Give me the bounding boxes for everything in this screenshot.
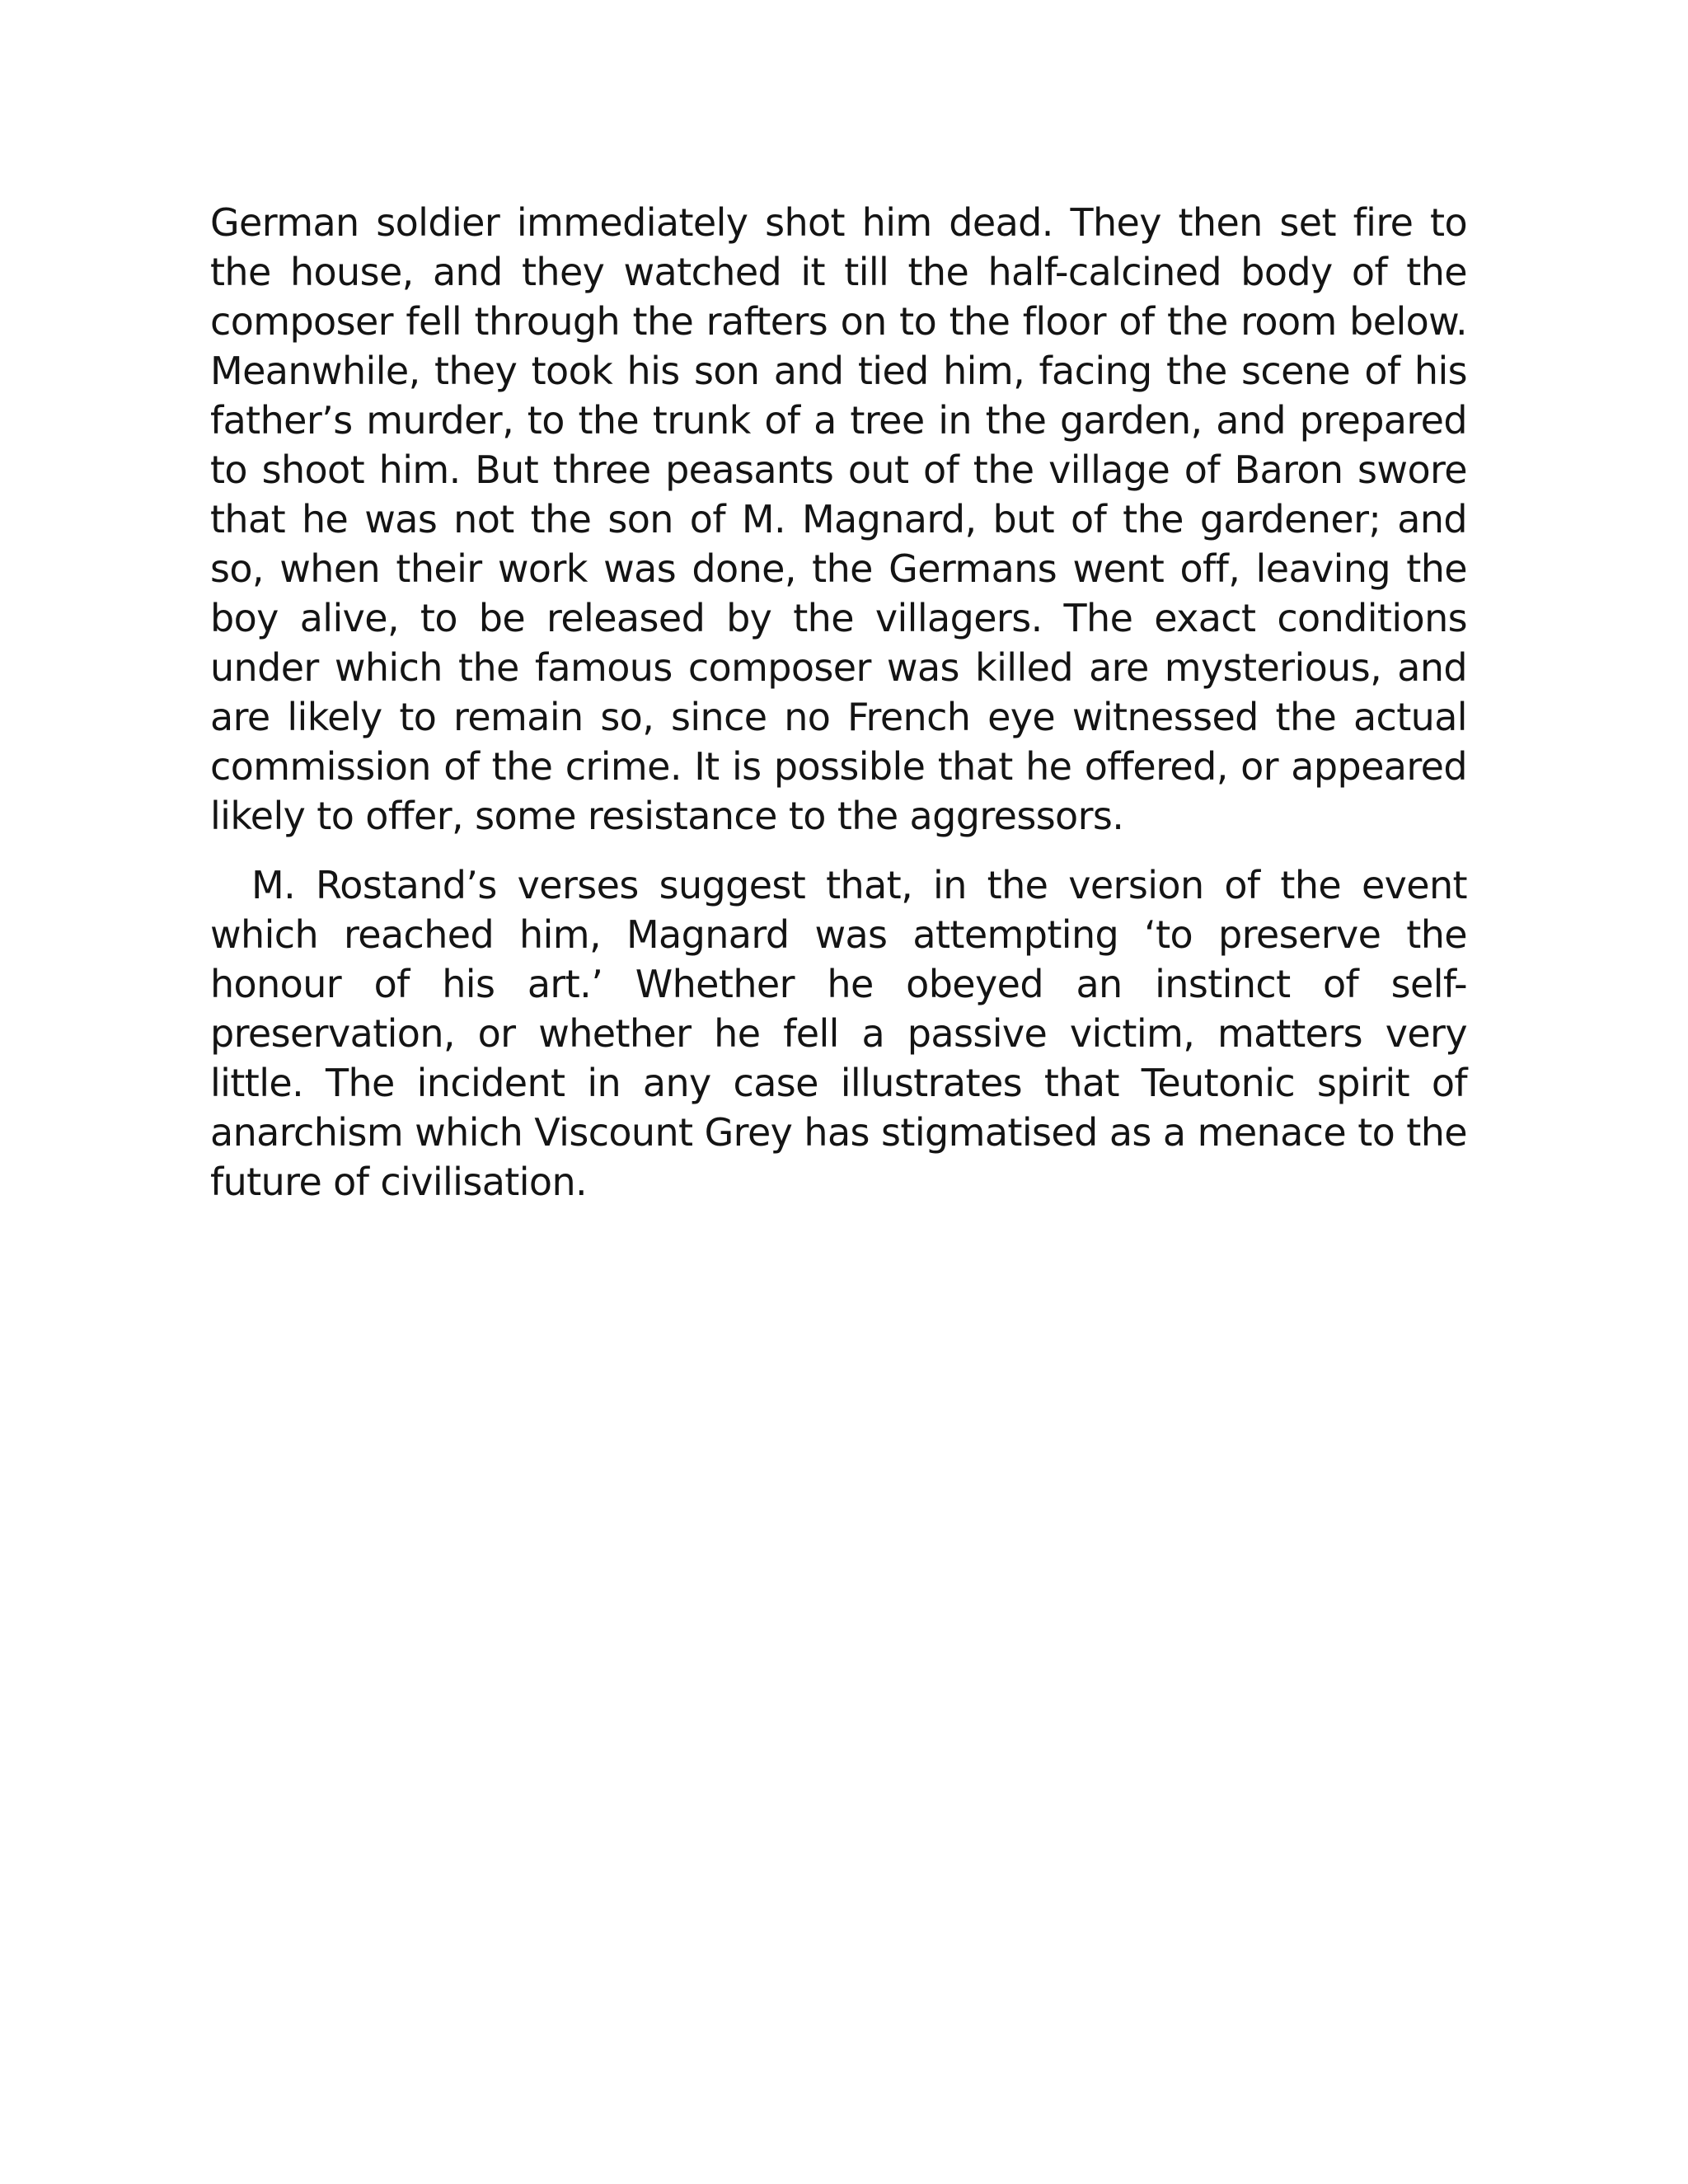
body-text — [210, 198, 1467, 1207]
paragraph-1: German soldier immediately shot him dead. They then set fire to the house, and they watched it till the half-calcined body of the composer fell through the rafters on to the floor of the room below. Meanwhile, they took his son and tied him, facing the scene of his father’s murder, to the trunk of a tree in the garden, and prepared to shoot him. But three peasants out of the village of Baron swore that he was not the son of M. Magnard, but of the gardener; and so, when their work was done, the Germans went off, leaving the boy alive, to be released by the villagers. The exact conditions under which the famous composer was killed are mysterious, and are likely to remain so, since no French eye witnessed the actual commission of the crime. It is possible that he offered, or appeared likely to offer, some resistance to the aggressors. — [210, 200, 1467, 838]
paragraph-2: M. Rostand’s verses suggest that, in the version of the event which reached him, Magnard was attempting ‘to preserve the honour of his art.’ Whether he obeyed an instinct of self-preservation, or whether he fell a passive victim, matters very little. The incident in any case illustrates that Teutonic spirit of anarchism which Viscount Grey has stigmatised as a menace to the future of civilisation. — [210, 863, 1467, 1204]
